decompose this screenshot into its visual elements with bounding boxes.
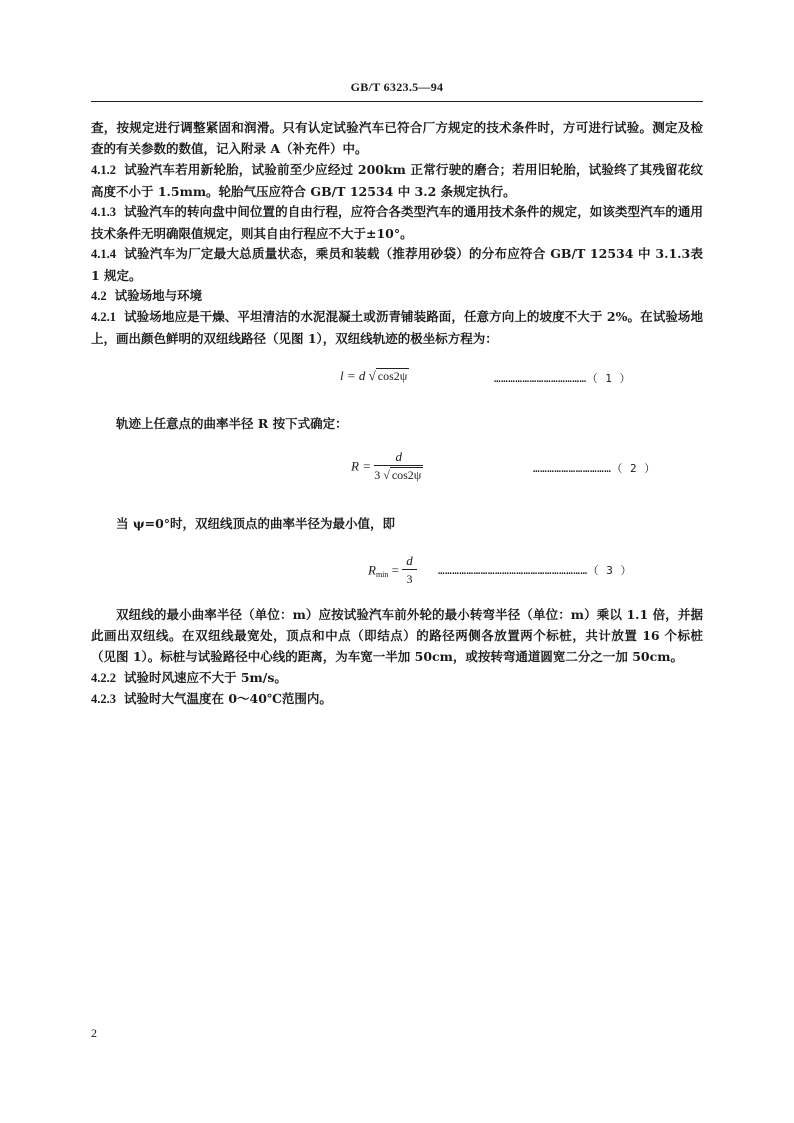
formula-1 — [340, 368, 409, 384]
paragraph-marker-posts — [91, 604, 703, 667]
clause-text: 试验汽车若用新轮胎，试验前至少应经过 200km 正常行驶的磨合；若用旧轮胎，试验终了其残留花纹高度不小于 1.5mm。轮胎气压应符合 GB/T 12534 中 3.2 条规定执行。 — [91, 162, 703, 199]
paragraph-curvature-intro — [116, 413, 696, 434]
leader-dots: …………………………… — [533, 462, 612, 475]
paragraph-continuation — [91, 117, 703, 159]
paragraph-text: 双纽线的最小曲率半径（单位：m）应按试验汽车前外轮的最小转弯半径（单位：m）乘以 1.1 倍，并据此画出双纽线。在双纽线最宽处，顶点和中点（即结点）的路径两侧各放置两个标桩，共计放置 16 个标桩（见图 1）。标桩与试验路径中心线的距离，为车宽一半加 50cm，或按转弯通道圆宽二分之一加 50cm。 — [91, 607, 703, 664]
formula-2-leaders — [533, 460, 656, 476]
paragraph-text: 当 ψ=0°时，双纽线顶点的曲率半径为最小值，即 — [116, 516, 396, 531]
clause-number: 4.2.3 — [91, 692, 116, 706]
clause-4-2-3 — [91, 688, 703, 710]
paragraph-text: 查，按规定进行调整紧固和润滑。只有认定试验汽车已符合厂方规定的技术条件时，方可进行试验。测定及检查的有关参数的数值，记入附录 A（补充件）中。 — [91, 120, 703, 156]
formula-equals: = — [391, 562, 399, 578]
fraction-numerator: d — [374, 449, 423, 466]
clause-text: 试验时风速应不大于 5m/s。 — [124, 670, 287, 685]
clause-text: 试验时大气温度在 0～40℃范围内。 — [124, 691, 332, 706]
formula-radicand: cos2ψ — [391, 468, 422, 482]
sqrt-sign: √ — [383, 468, 390, 482]
clause-number: 4.1.4 — [91, 247, 116, 261]
leader-dots: ……………………………………………………… — [438, 564, 588, 577]
clause-number: 4.2.1 — [91, 310, 116, 324]
formula-1-leaders — [494, 370, 631, 386]
clause-4-1-3 — [91, 201, 703, 244]
clause-4-2-2 — [91, 667, 703, 689]
clause-number: 4.2.2 — [91, 671, 116, 685]
formula-fraction — [402, 553, 417, 588]
section-title: 试验场地与环境 — [114, 288, 203, 303]
fraction-denominator: 3 — [406, 572, 413, 586]
fraction-numerator: d — [402, 553, 417, 570]
clause-text: 试验汽车为厂定最大总质量状态，乘员和装载（推荐用砂袋）的分布应符合 GB/T 12534 中 3.1.3表 1 规定。 — [91, 246, 703, 283]
formula-lhs: R = — [351, 458, 371, 474]
formula-number: （ 2 ） — [611, 462, 656, 475]
header-rule — [91, 101, 703, 102]
paragraph-min-radius-intro — [116, 513, 696, 534]
page-number: 2 — [91, 1026, 97, 1040]
formula-subscript: min — [375, 570, 389, 580]
clause-text: 试验场地应是干燥、平坦清洁的水泥混凝土或沥青铺装路面，任意方向上的坡度不大于 2%。在试验场地上，画出颜色鲜明的双纽线路径（见图 1），双纽线轨迹的极坐标方程为： — [91, 309, 703, 346]
formula-3 — [368, 553, 417, 588]
sqrt-sign: √ — [368, 368, 376, 383]
section-4-2-heading — [91, 285, 703, 307]
fraction-denominator — [374, 466, 423, 484]
formula-fraction — [374, 449, 423, 484]
formula-number: （ 1 ） — [586, 372, 631, 385]
page-header: GB/T 6323.5—94 — [350, 80, 444, 94]
formula-3-leaders — [438, 562, 632, 578]
clause-text: 试验汽车的转向盘中间位置的自由行程，应符合各类型汽车的通用技术条件的规定，如该类型汽车的通用技术条件无明确限值规定，则其自由行程应不大于±10°。 — [91, 204, 703, 241]
clause-4-2-1 — [91, 306, 703, 349]
clause-4-1-2 — [91, 159, 703, 202]
formula-radicand: cos2ψ — [377, 369, 408, 383]
formula-2 — [351, 449, 423, 484]
clause-number: 4.1.3 — [91, 205, 116, 219]
paragraph-text: 轨迹上任意点的曲率半径 R 按下式确定： — [116, 416, 348, 431]
formula-number: （ 3 ） — [587, 564, 632, 577]
section-number: 4.2 — [91, 289, 107, 303]
leader-dots: ………………………………… — [494, 372, 587, 385]
formula-lhs: l = d — [340, 368, 366, 383]
clause-number: 4.1.2 — [91, 163, 116, 177]
clause-4-1-4 — [91, 243, 703, 286]
denom-coefficient: 3 — [374, 468, 381, 482]
formula-lhs: R — [368, 562, 376, 578]
